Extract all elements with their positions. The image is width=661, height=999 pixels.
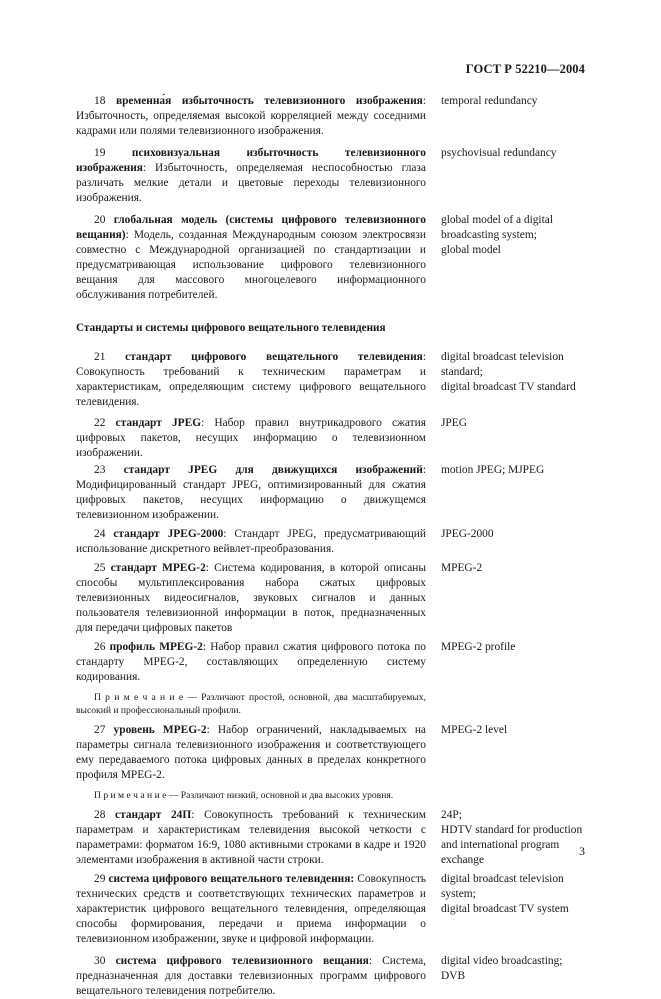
term-english: psychovisual redundancy [441, 147, 557, 159]
term-english: MPEG-2 profile [441, 641, 516, 653]
term-english: JPEG-2000 [441, 528, 494, 540]
term-definition: 28 стандарт 24П: Совокупность требований к техническим параметрам и характеристикам телевидения высокой четкости с параметрами: форматом 16:9, 1080 активными строками в кадре и 1920 элементами изображения в активной части строки. [76, 809, 426, 866]
term-definition: 20 глобальная модель (системы цифрового телевизионного вещания): Модель, созданная Международным союзом электросвязи совместно с Международной организацией по стандартизации и предусматривающая использование цифрового телевизионного вещания для массового многоцелевого информационного обслуживания потребителей. [76, 214, 426, 301]
term-definition: 23 стандарт JPEG для движущихся изображений: Модифицированный стандарт JPEG, оптимизированный для сжатия цифровых пакетов, несущих информацию о движущемся телевизионном изображении. [76, 464, 426, 521]
term-english: JPEG [441, 417, 467, 429]
term-definition: 21 стандарт цифрового вещательного телевидения: Совокупность требований к техническим параметрам и характеристикам, определяющим систему цифрового вещательного телевидения. [76, 351, 426, 408]
term-definition: 24 стандарт JPEG-2000: Стандарт JPEG, предусматривающий использование дискретного вейвлет-преобразования. [76, 528, 426, 555]
term-english: global model of a digital broadcasting system; global model [441, 214, 553, 256]
term-definition: 19 психовизуальная избыточность телевизионного изображения: Избыточность, определяемая неспособностью глаза различать мелкие детали и цветовые переходы телевизионного изображения. [76, 147, 426, 204]
term-title: система цифрового телевизионного вещания [115, 955, 369, 967]
term-title: стандарт JPEG-2000 [113, 528, 224, 540]
term-definition: 18 временна́я избыточность телевизионного изображения: Избыточность, определяемая высокой корреляцией между соседними кадрами или полями телевизионного изображения. [76, 95, 426, 137]
term-title: стандарт JPEG для движущихся изображений [123, 464, 423, 476]
term-title: стандарт MPEG-2 [110, 562, 206, 574]
term-english: 24P; HDTV standard for production and international program exchange [441, 809, 583, 866]
term-english: MPEG-2 [441, 562, 483, 574]
term-title: стандарт 24П [115, 809, 192, 821]
term-definition: 27 уровень MPEG-2: Набор ограничений, накладываемых на параметры сигнала телевизионного изображения и соответствующего ему передаваемого потока цифровых данных в пределах конкретного профиля MPEG-2. [76, 724, 426, 781]
term-entry-18 [76, 94, 586, 139]
term-entry-20 [76, 213, 586, 303]
term-english: motion JPEG; MJPEG [441, 464, 545, 476]
term-english: temporal redundancy [441, 95, 538, 107]
term-entry-28 [76, 808, 586, 868]
term-entry-30 [76, 954, 586, 999]
term-title: система цифрового вещательного телевидения: [108, 873, 355, 885]
document-header: ГОСТ Р 52210—2004 [465, 62, 585, 76]
term-title: стандарт JPEG [115, 417, 202, 429]
term-entry-24 [76, 527, 586, 557]
term-entry-27 [76, 723, 586, 783]
term-english: MPEG-2 level [441, 724, 508, 736]
term-title: уровень MPEG-2 [113, 724, 207, 736]
term-entry-21 [76, 350, 586, 410]
term-entry-25 [76, 561, 586, 636]
term-entry-23 [76, 463, 586, 523]
term-definition: 22 стандарт JPEG: Набор правил внутрикадрового сжатия цифровых пакетов, несущих информацию о телевизионном изображении. [76, 417, 426, 459]
terms-content [76, 94, 586, 999]
page-number: 3 [579, 844, 585, 858]
term-title: стандарт цифрового вещательного телевидения [125, 351, 423, 363]
term-english: digital video broadcasting; DVB [441, 955, 563, 982]
section-title: Стандарты и системы цифрового вещательного телевидения [76, 322, 386, 334]
term-entry-22 [76, 416, 586, 461]
term-english: digital broadcast television system; digital broadcast TV system [441, 873, 569, 915]
term-title: временна́я избыточность телевизионного изображения [115, 95, 423, 107]
note-profiles: П р и м е ч а н и е — Различают простой, основной, два масштабируемых, высокий и профессиональный профили. [76, 692, 426, 716]
term-definition: 26 профиль MPEG-2: Набор правил сжатия цифрового потока по стандарту MPEG-2, составляющих определенную систему кодирования. [76, 641, 426, 683]
term-entry-19 [76, 146, 586, 206]
note-levels: П р и м е ч а н и е — Различают низкий, основной и два высоких уровня. [94, 790, 394, 801]
term-definition: 25 стандарт MPEG-2: Система кодирования, в которой описаны способы мультиплексирования набора сжатых цифровых телевизионных видеосигналов, звуковых сигналов и данных пользователя телевизионной информации в поток, предназначенных для передачи цифровых пакетов [76, 562, 426, 634]
term-title: глобальная модель (системы цифрового телевизионного вещания) [76, 214, 426, 241]
term-entry-26 [76, 640, 586, 685]
term-english: digital broadcast television standard; digital broadcast TV standard [441, 351, 576, 393]
term-definition: 29 система цифрового вещательного телевидения: Совокупность технических средств и соответствующих технических параметров и характеристик цифрового вещательного телевидения, определяющая способы формирования, передачи и приема информации о телевизионном изображении, звуке и цифровой информации. [76, 873, 426, 945]
term-title: профиль MPEG-2 [109, 641, 203, 653]
term-definition: 30 система цифрового телевизионного вещания: Система, предназначенная для доставки телевизионных программ цифрового вещательного телевидения потребителю. [76, 955, 426, 997]
term-title: психовизуальная избыточность телевизионного изображения [76, 147, 426, 174]
